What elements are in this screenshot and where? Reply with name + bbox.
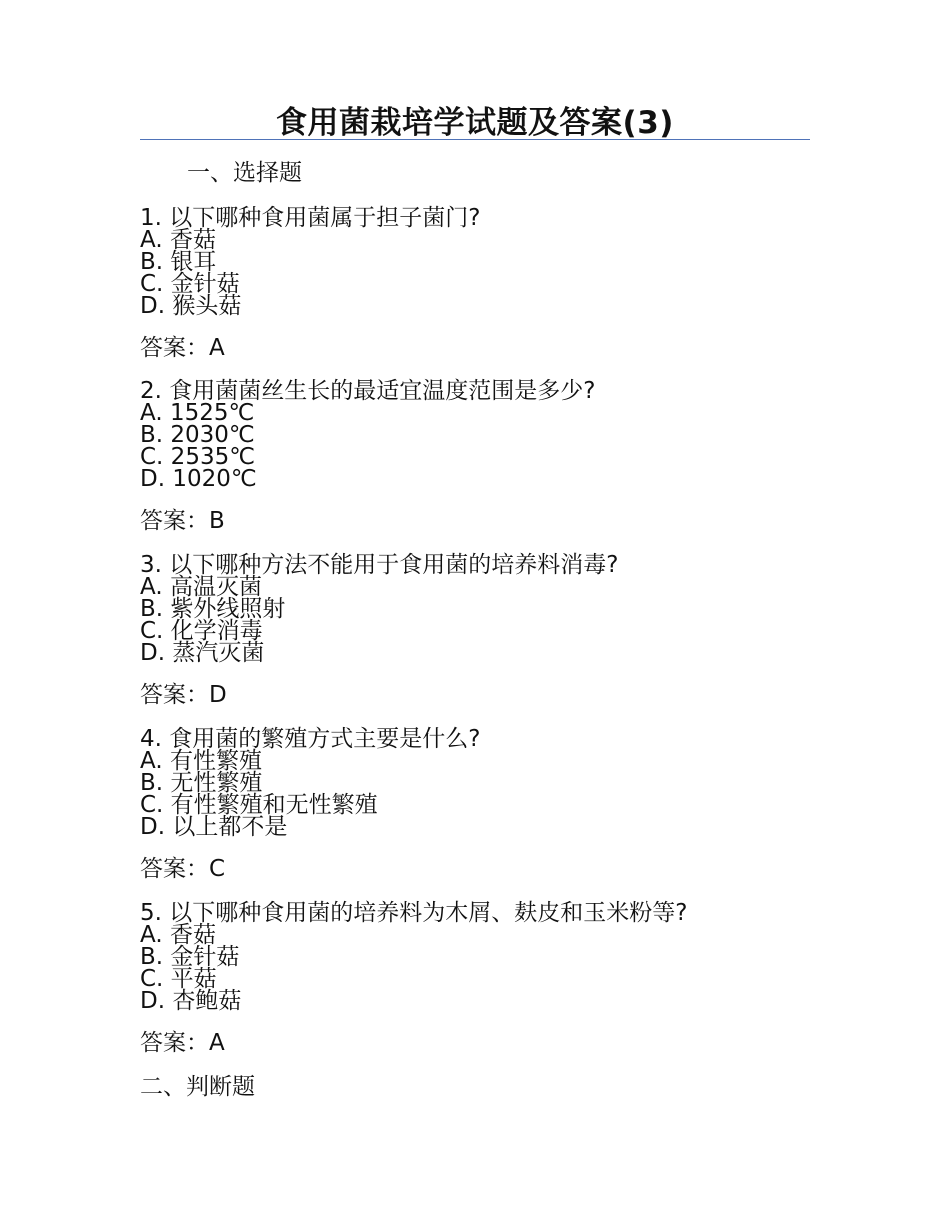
option-b: B. 无性繁殖	[140, 770, 263, 796]
question-text: 1. 以下哪种食用菌属于担子菌门?	[140, 205, 481, 231]
option-d: D. 蒸汽灭菌	[140, 640, 265, 666]
option-list	[140, 402, 820, 490]
question-4	[140, 728, 820, 838]
question-text: 4. 食用菌的繁殖方式主要是什么?	[140, 726, 481, 752]
option-d: D. 猴头菇	[140, 293, 242, 319]
option-b: B. 2030℃	[140, 422, 255, 448]
option-a: A. 1525℃	[140, 400, 255, 426]
question-5	[140, 902, 820, 1012]
option-list	[140, 750, 820, 838]
question-text: 2. 食用菌菌丝生长的最适宜温度范围是多少?	[140, 378, 596, 404]
option-a: A. 高温灭菌	[140, 574, 262, 600]
answer-3: 答案：D	[140, 682, 227, 708]
option-a: A. 香菇	[140, 922, 216, 948]
option-a: A. 有性繁殖	[140, 748, 262, 774]
option-b: B. 紫外线照射	[140, 596, 286, 622]
option-list	[140, 924, 820, 1012]
option-c: C. 2535℃	[140, 444, 256, 470]
option-list	[140, 576, 820, 664]
question-3	[140, 554, 820, 664]
option-a: A. 香菇	[140, 227, 216, 253]
question-text: 5. 以下哪种食用菌的培养料为木屑、麸皮和玉米粉等?	[140, 900, 688, 926]
question-1	[140, 207, 820, 317]
option-b: B. 银耳	[140, 249, 217, 275]
answer-5: 答案：A	[140, 1030, 225, 1056]
answer-1: 答案：A	[140, 335, 225, 361]
option-c: C. 有性繁殖和无性繁殖	[140, 792, 378, 818]
answer-2: 答案：B	[140, 508, 225, 534]
option-d: D. 以上都不是	[140, 814, 288, 840]
option-c: C. 平菇	[140, 966, 217, 992]
option-b: B. 金针菇	[140, 944, 240, 970]
answer-4: 答案：C	[140, 856, 226, 882]
option-d: D. 1020℃	[140, 466, 257, 492]
question-text: 3. 以下哪种方法不能用于食用菌的培养料消毒?	[140, 552, 619, 578]
option-list	[140, 229, 820, 317]
question-2	[140, 380, 820, 490]
title-underline	[140, 139, 810, 140]
document-title: 食用菌栽培学试题及答案(3)	[276, 105, 674, 141]
section-heading-choice: 一、选择题	[187, 160, 302, 186]
section-heading-judge: 二、判断题	[140, 1074, 255, 1100]
option-c: C. 化学消毒	[140, 618, 263, 644]
option-c: C. 金针菇	[140, 271, 240, 297]
option-d: D. 杏鲍菇	[140, 988, 242, 1014]
